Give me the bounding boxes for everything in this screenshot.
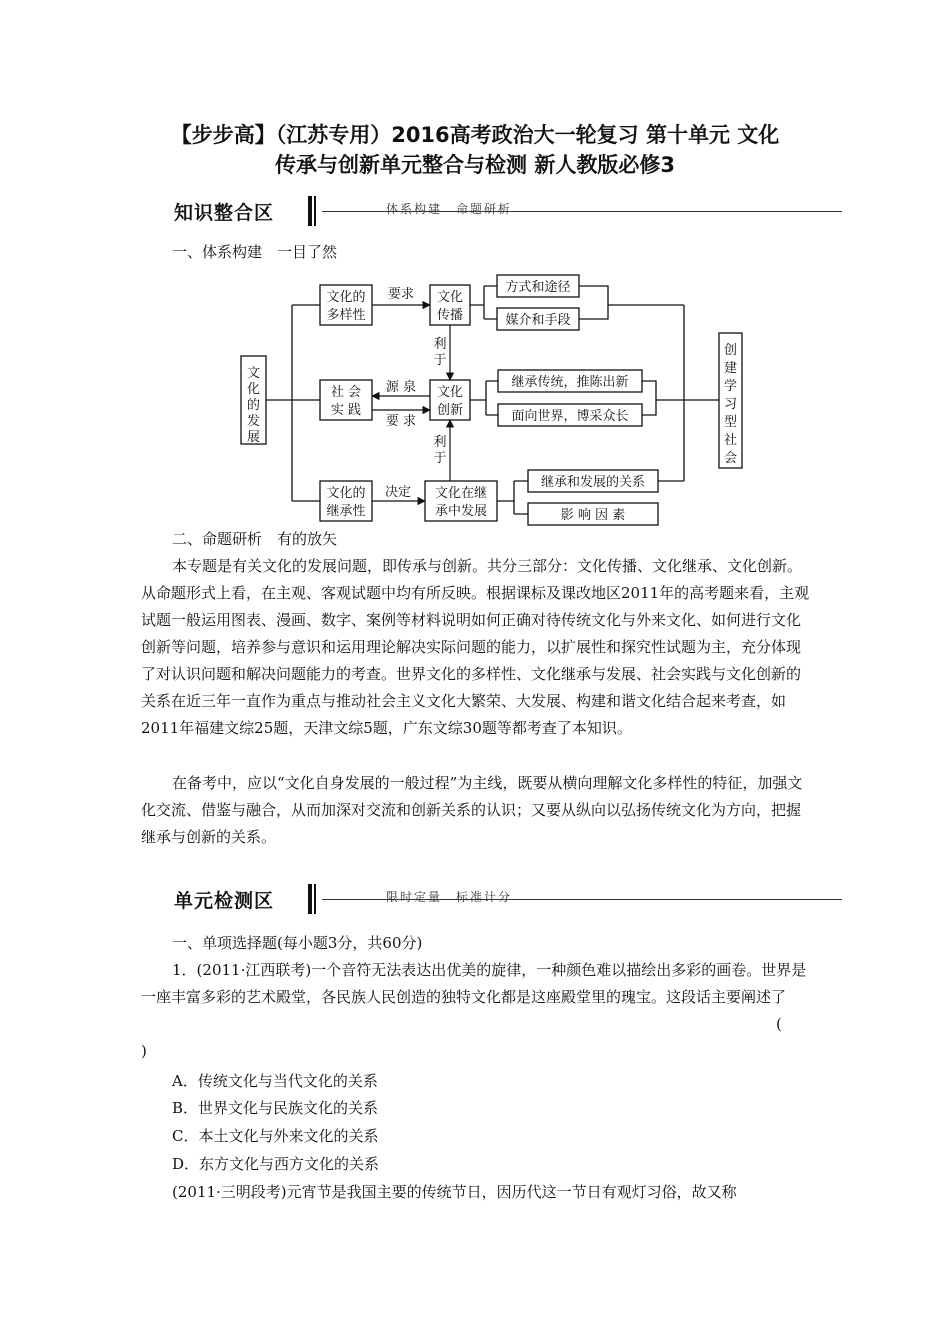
- yaoqiu-label: 要求: [387, 287, 415, 302]
- svg-text:社: 社: [723, 433, 738, 448]
- svg-text:习: 习: [723, 397, 738, 412]
- lishang-label-2: 于: [433, 353, 447, 368]
- svg-text:会: 会: [723, 451, 738, 466]
- option-d: D．东方文化与西方文化的关系: [172, 1155, 380, 1173]
- jichengxing-label-2: 继承性: [326, 504, 366, 519]
- svg-text:文: 文: [246, 366, 261, 381]
- svg-text:建: 建: [723, 361, 738, 376]
- answer-paren-close: ): [141, 1042, 147, 1060]
- yingxiang-label: 影 响 因 素: [560, 508, 626, 523]
- zaijicheng-label-2: 承中发展: [434, 504, 488, 519]
- option-c: C．本土文化与外来文化的关系: [172, 1127, 379, 1145]
- section-header-test: [172, 884, 842, 914]
- option-b: B．世界文化与民族文化的关系: [172, 1099, 379, 1117]
- heading-analysis: 二、命题研析 有的放矢: [172, 530, 338, 548]
- question-1-stem: 1．(2011·江西联考)一个音符无法表达出优美的旋律，一种颜色难以描绘出多彩的画卷。世界是一座丰富多彩的艺术殿堂，各民族人民创造的独特文化都是这座殿堂里的瑰宝。这段话主要阐述了: [141, 961, 807, 1006]
- title-line-1: 【步步高】（江苏专用）2016高考政治大一轮复习 第十单元 文化: [170, 123, 780, 147]
- section-divider-mark: [308, 884, 318, 914]
- svg-text:创: 创: [723, 343, 738, 358]
- jichengxing-label-1: 文化的: [326, 486, 366, 501]
- svg-text:展: 展: [246, 430, 261, 445]
- connector-zaijicheng: [497, 481, 528, 514]
- lixia-label-2: 于: [433, 451, 447, 466]
- connector-right-top: [579, 286, 684, 319]
- svg-text:学: 学: [723, 379, 738, 394]
- connector-chuangxin: [470, 381, 498, 415]
- yaoqiu2-label: 要 求: [385, 414, 417, 429]
- guanxi-label: 继承和发展的关系: [540, 475, 646, 490]
- section-header-knowledge: [172, 196, 842, 226]
- paragraph-1: 本专题是有关文化的发展问题，即传承与创新。共分三部分：文化传播、文化继承、文化创新。从命题形式上看，在主观、客观试题中均有所反映。根据课标及课改地区2011年的高考题来看，主观试题一般运用图表、漫画、数字、案例等材料说明如何正确对待传统文化与外来文化、如何进行文化创新等问题，培养参与意识和运用理论解决实际问题的能力，以扩展性和探究性试题为主，充分体现了对认识问题和解决问题能力的考查。世界文化的多样性、文化继承与发展、社会实践与文化创新的关系在近三年一直作为重点与推动社会主义文化大繁荣、大发展、构建和谐文化结合起来考查，如2011年福建文综25题，天津文综5题，广东文综30题等都考查了本知识。: [141, 557, 810, 737]
- connector-right-bottom: [658, 305, 719, 481]
- answer-paren-open: (: [776, 1015, 782, 1033]
- section-label: 单元检测区: [174, 890, 275, 912]
- section-subtitle: 限时定量 标准计分: [386, 890, 513, 904]
- zaijicheng-label-1: 文化在继: [434, 486, 488, 501]
- fazhan-label: [247, 366, 260, 445]
- jicheng-tuichen-label: 继承传统，推陈出新: [511, 375, 629, 390]
- heading-single-choice: 一、单项选择题(每小题3分，共60分): [172, 934, 423, 952]
- section-label: 知识整合区: [174, 202, 275, 224]
- section-subtitle: 体系构建 命题研析: [386, 202, 513, 216]
- xuexi-label: [724, 342, 737, 466]
- duoyang-label-1: 文化的: [326, 290, 366, 305]
- svg-text:化: 化: [246, 382, 261, 397]
- connector-left: [266, 305, 320, 501]
- chuangxin-label-2: 创新: [436, 403, 464, 418]
- chuanbo-label-2: 传播: [436, 308, 464, 323]
- concept-diagram: [0, 266, 950, 528]
- paragraph-2: 在备考中，应以“文化自身发展的一般过程”为主线，既要从横向理解文化多样性的特征，加强文化交流、借鉴与融合，从而加深对交流和创新关系的认识；又要从纵向以弘扬传统文化为方向，把握继承与创新的关系。: [141, 774, 803, 846]
- shehui-label-1: 社 会: [330, 385, 362, 400]
- fangshi-label: 方式和途径: [505, 280, 571, 295]
- title-line-2: 传承与创新单元整合与检测 新人教版必修3: [275, 153, 675, 177]
- heading-system: 一、体系构建 一目了然: [172, 243, 338, 261]
- chuangxin-label-1: 文化: [436, 385, 464, 400]
- section-divider-mark: [308, 196, 318, 226]
- meijie-label: 媒介和手段: [505, 313, 571, 328]
- svg-text:型: 型: [723, 415, 738, 430]
- duoyang-label-2: 多样性: [326, 308, 366, 323]
- shehui-label-2: 实 践: [330, 403, 362, 418]
- question-2-start: (2011·三明段考)元宵节是我国主要的传统节日，因历代这一节日有观灯习俗，故又称: [172, 1183, 737, 1201]
- svg-text:的: 的: [246, 398, 261, 413]
- lishang-label-1: 利: [433, 337, 447, 352]
- lixia-label-1: 利: [433, 435, 447, 450]
- document-title: [60, 120, 890, 180]
- svg-text:发: 发: [246, 414, 261, 429]
- jueding-label: 决定: [384, 485, 412, 500]
- connector-chuanbo: [470, 286, 497, 319]
- connector-right-mid: [642, 381, 684, 415]
- option-a: A．传统文化与当代文化的关系: [172, 1072, 378, 1090]
- mianxiang-label: 面向世界，博采众长: [511, 409, 629, 424]
- chuanbo-label-1: 文化: [436, 290, 464, 305]
- yuanquan-label: 源 泉: [385, 380, 417, 395]
